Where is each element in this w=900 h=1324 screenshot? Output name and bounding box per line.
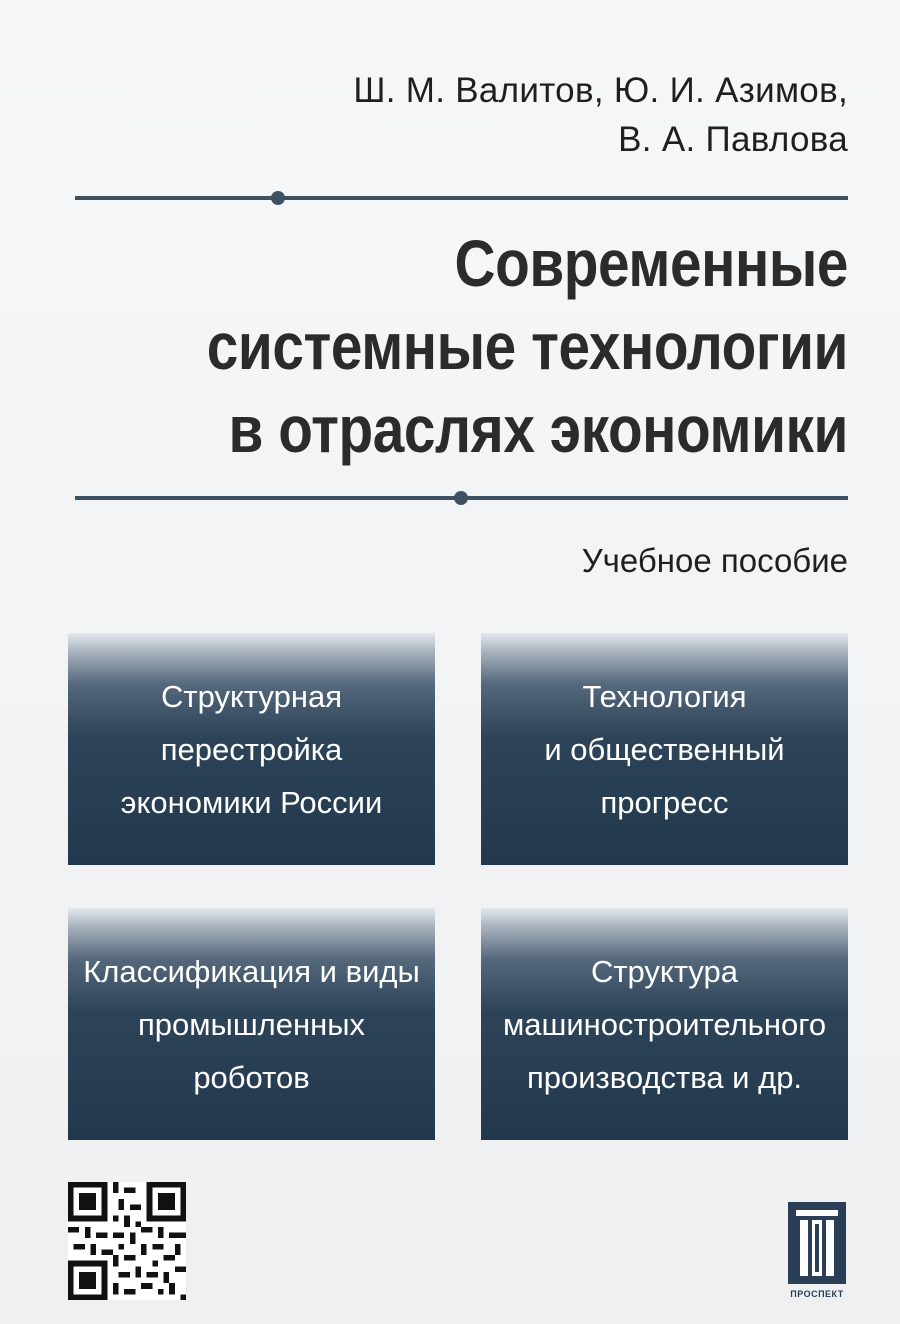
qr-code-icon bbox=[68, 1182, 186, 1300]
topic-3-line-3: роботов bbox=[193, 1059, 310, 1095]
publisher-name: ПРОСПЕКТ bbox=[790, 1289, 844, 1299]
topic-1-line-3: экономики России bbox=[120, 784, 383, 820]
topic-1-line-2: перестройка bbox=[160, 731, 343, 767]
topic-4-line-3: производства и др. bbox=[526, 1059, 803, 1095]
topic-box-3 bbox=[68, 908, 435, 1140]
topic-2-line-1: Технология bbox=[582, 678, 747, 714]
topic-box-4 bbox=[481, 908, 848, 1140]
top-divider bbox=[75, 196, 848, 200]
topic-2-line-3: прогресс bbox=[600, 784, 729, 820]
publisher-logo-icon bbox=[782, 1198, 852, 1302]
topic-2-line-2: и общественный bbox=[544, 731, 785, 767]
authors bbox=[248, 66, 848, 164]
title-line-3: в отраслях экономики bbox=[228, 392, 848, 466]
subtitle: Учебное пособие bbox=[581, 542, 848, 579]
bottom-divider bbox=[75, 496, 848, 500]
topic-box-1 bbox=[68, 633, 435, 865]
title-line-2: системные технологии bbox=[206, 309, 848, 383]
book-title bbox=[177, 222, 848, 471]
topic-1-line-1: Структурная bbox=[161, 678, 342, 714]
topic-3-line-1: Классификация и виды bbox=[83, 953, 420, 989]
divider-dot bbox=[454, 491, 468, 505]
authors-line-2: В. А. Павлова bbox=[618, 120, 848, 159]
title-line-1: Современные bbox=[454, 226, 848, 300]
topic-3-line-2: промышленных bbox=[137, 1006, 366, 1042]
topic-4-line-1: Структура bbox=[590, 953, 739, 989]
topic-4-line-2: машиностроительного bbox=[502, 1006, 827, 1042]
topic-box-2 bbox=[481, 633, 848, 865]
authors-line-1: Ш. М. Валитов, Ю. И. Азимов, bbox=[353, 71, 848, 110]
divider-dot bbox=[271, 191, 285, 205]
